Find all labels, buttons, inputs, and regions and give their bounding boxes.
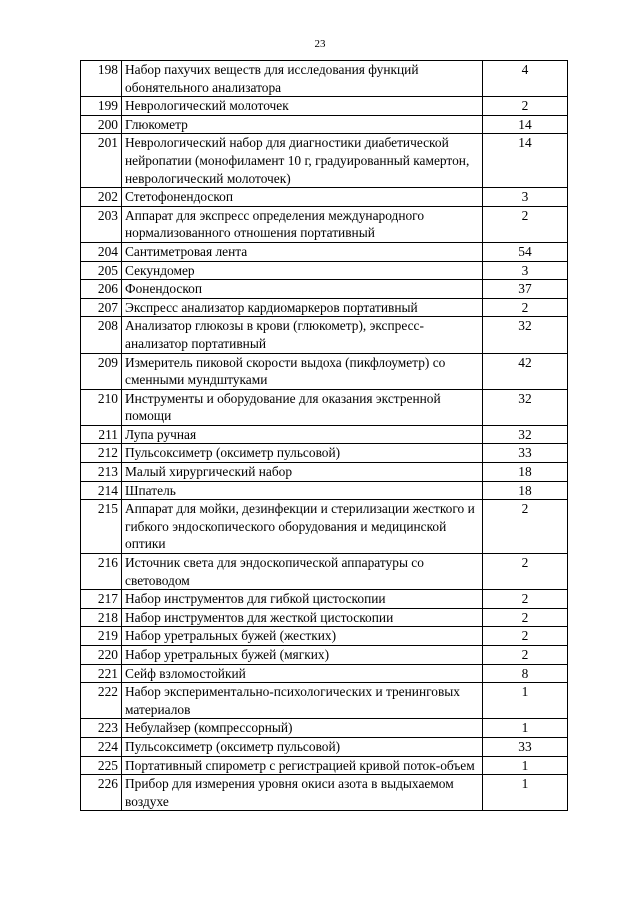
table-row: [81, 719, 568, 738]
quantity-cell: 14: [483, 115, 568, 134]
table-row: [81, 261, 568, 280]
item-name-cell: Лупа ручная: [122, 425, 483, 444]
row-number-cell: 225: [81, 756, 122, 775]
item-name-cell: Глюкометр: [122, 115, 483, 134]
item-name-cell: Измеритель пиковой скорости выдоха (пикфлоуметр) со сменными мундштуками: [122, 353, 483, 389]
table-row: [81, 683, 568, 719]
quantity-cell: 18: [483, 463, 568, 482]
table-row: [81, 737, 568, 756]
table-row: [81, 444, 568, 463]
quantity-cell: 33: [483, 444, 568, 463]
item-name-cell: Аппарат для мойки, дезинфекции и стерилизации жесткого и гибкого эндоскопического оборудования и медицинской оптики: [122, 500, 483, 554]
row-number-cell: 211: [81, 425, 122, 444]
item-name-cell: Набор уретральных бужей (жестких): [122, 627, 483, 646]
row-number-cell: 205: [81, 261, 122, 280]
quantity-cell: 14: [483, 134, 568, 188]
quantity-cell: 37: [483, 280, 568, 299]
quantity-cell: 18: [483, 481, 568, 500]
row-number-cell: 206: [81, 280, 122, 299]
quantity-cell: 1: [483, 775, 568, 811]
row-number-cell: 204: [81, 242, 122, 261]
quantity-cell: 1: [483, 719, 568, 738]
quantity-cell: 8: [483, 664, 568, 683]
row-number-cell: 215: [81, 500, 122, 554]
table-row: [81, 608, 568, 627]
item-name-cell: Портативный спирометр с регистрацией кривой поток-объем: [122, 756, 483, 775]
quantity-cell: 3: [483, 261, 568, 280]
table-row: [81, 115, 568, 134]
row-number-cell: 209: [81, 353, 122, 389]
table-row: [81, 481, 568, 500]
quantity-cell: 32: [483, 317, 568, 353]
quantity-cell: 1: [483, 756, 568, 775]
row-number-cell: 202: [81, 188, 122, 207]
item-name-cell: Фонендоскоп: [122, 280, 483, 299]
quantity-cell: 2: [483, 608, 568, 627]
row-number-cell: 222: [81, 683, 122, 719]
item-name-cell: Секундомер: [122, 261, 483, 280]
quantity-cell: 54: [483, 242, 568, 261]
row-number-cell: 220: [81, 646, 122, 665]
quantity-cell: 1: [483, 683, 568, 719]
item-name-cell: Неврологический молоточек: [122, 97, 483, 116]
item-name-cell: Набор уретральных бужей (мягких): [122, 646, 483, 665]
table-row: [81, 242, 568, 261]
item-name-cell: Аппарат для экспресс определения международного нормализованного отношения портативный: [122, 206, 483, 242]
row-number-cell: 221: [81, 664, 122, 683]
row-number-cell: 226: [81, 775, 122, 811]
item-name-cell: Малый хирургический набор: [122, 463, 483, 482]
row-number-cell: 203: [81, 206, 122, 242]
equipment-table: [80, 60, 568, 811]
item-name-cell: Прибор для измерения уровня окиси азота в выдыхаемом воздухе: [122, 775, 483, 811]
item-name-cell: Набор инструментов для жесткой цистоскопии: [122, 608, 483, 627]
quantity-cell: 3: [483, 188, 568, 207]
item-name-cell: Неврологический набор для диагностики диабетической нейропатии (монофиламент 10 г, градуированный камертон, неврологический молоточек): [122, 134, 483, 188]
item-name-cell: Пульсоксиметр (оксиметр пульсовой): [122, 737, 483, 756]
row-number-cell: 212: [81, 444, 122, 463]
table-row: [81, 756, 568, 775]
item-name-cell: Инструменты и оборудование для оказания экстренной помощи: [122, 389, 483, 425]
table-row: [81, 646, 568, 665]
item-name-cell: Набор пахучих веществ для исследования функций обонятельного анализатора: [122, 61, 483, 97]
table-row: [81, 554, 568, 590]
table-row: [81, 280, 568, 299]
item-name-cell: Пульсоксиметр (оксиметр пульсовой): [122, 444, 483, 463]
row-number-cell: 207: [81, 298, 122, 317]
quantity-cell: 2: [483, 590, 568, 609]
quantity-cell: 4: [483, 61, 568, 97]
row-number-cell: 198: [81, 61, 122, 97]
table-row: [81, 664, 568, 683]
table-row: [81, 425, 568, 444]
row-number-cell: 199: [81, 97, 122, 116]
table-row: [81, 61, 568, 97]
item-name-cell: Сантиметровая лента: [122, 242, 483, 261]
table-row: [81, 317, 568, 353]
table-row: [81, 500, 568, 554]
row-number-cell: 213: [81, 463, 122, 482]
item-name-cell: Сейф взломостойкий: [122, 664, 483, 683]
item-name-cell: Стетофонендоскоп: [122, 188, 483, 207]
table-row: [81, 206, 568, 242]
quantity-cell: 2: [483, 500, 568, 554]
row-number-cell: 216: [81, 554, 122, 590]
row-number-cell: 208: [81, 317, 122, 353]
row-number-cell: 224: [81, 737, 122, 756]
table-row: [81, 627, 568, 646]
item-name-cell: Источник света для эндоскопической аппаратуры со световодом: [122, 554, 483, 590]
quantity-cell: 2: [483, 554, 568, 590]
quantity-cell: 42: [483, 353, 568, 389]
table-row: [81, 775, 568, 811]
item-name-cell: Анализатор глюкозы в крови (глюкометр), экспресс-анализатор портативный: [122, 317, 483, 353]
table-row: [81, 590, 568, 609]
quantity-cell: 2: [483, 206, 568, 242]
table-row: [81, 188, 568, 207]
table-row: [81, 298, 568, 317]
quantity-cell: 2: [483, 646, 568, 665]
row-number-cell: 210: [81, 389, 122, 425]
row-number-cell: 218: [81, 608, 122, 627]
table-row: [81, 134, 568, 188]
table-row: [81, 97, 568, 116]
quantity-cell: 32: [483, 425, 568, 444]
item-name-cell: Шпатель: [122, 481, 483, 500]
row-number-cell: 201: [81, 134, 122, 188]
row-number-cell: 219: [81, 627, 122, 646]
page-number: 23: [314, 38, 326, 50]
quantity-cell: 2: [483, 627, 568, 646]
item-name-cell: Набор экспериментально-психологических и тренинговых материалов: [122, 683, 483, 719]
table-row: [81, 389, 568, 425]
row-number-cell: 214: [81, 481, 122, 500]
table-row: [81, 463, 568, 482]
item-name-cell: Экспресс анализатор кардиомаркеров портативный: [122, 298, 483, 317]
quantity-cell: 2: [483, 298, 568, 317]
table-row: [81, 353, 568, 389]
item-name-cell: Небулайзер (компрессорный): [122, 719, 483, 738]
row-number-cell: 200: [81, 115, 122, 134]
quantity-cell: 32: [483, 389, 568, 425]
row-number-cell: 217: [81, 590, 122, 609]
row-number-cell: 223: [81, 719, 122, 738]
item-name-cell: Набор инструментов для гибкой цистоскопии: [122, 590, 483, 609]
quantity-cell: 33: [483, 737, 568, 756]
quantity-cell: 2: [483, 97, 568, 116]
